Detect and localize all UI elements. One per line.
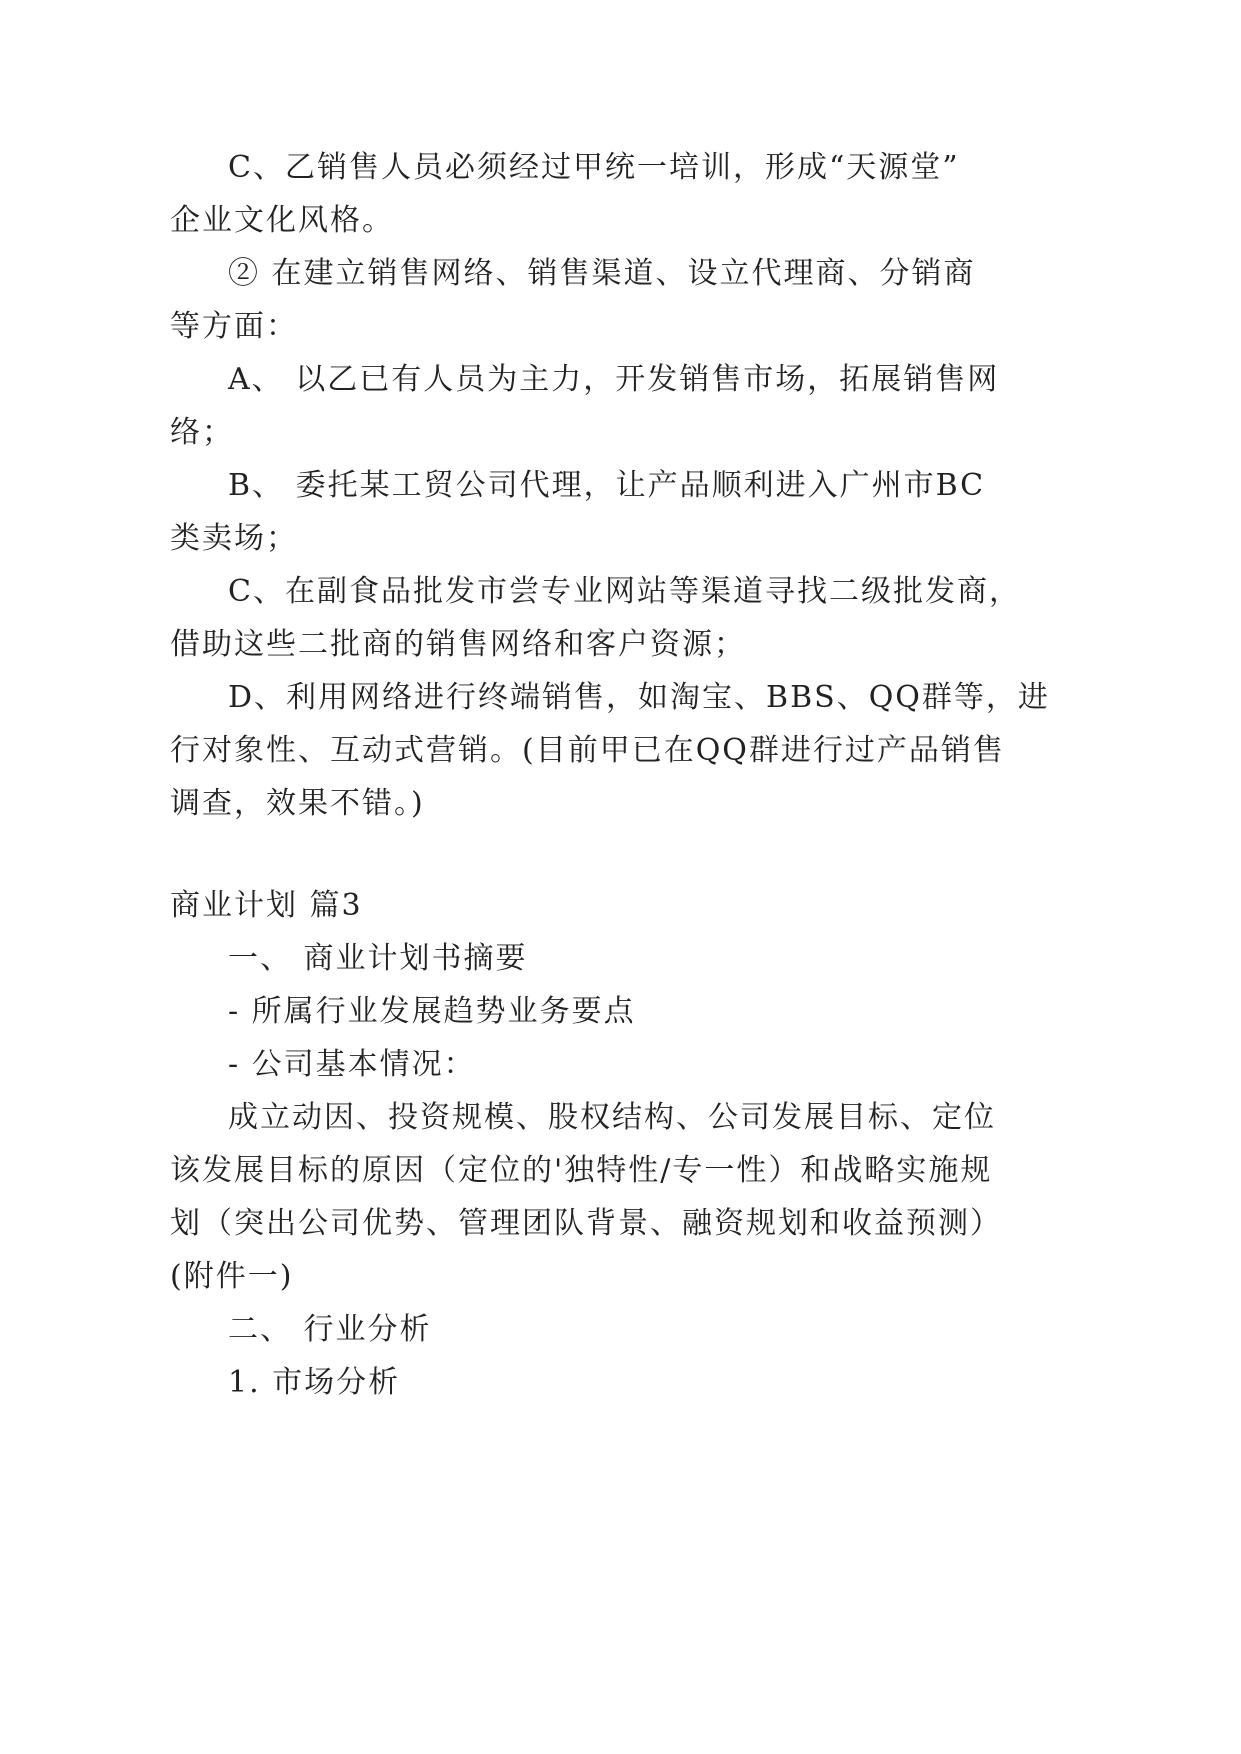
heading-line: 1. 市场分析 [228,1365,401,1400]
paragraph-line: 调查，效果不错。) [170,786,425,821]
paragraph-line: 类卖场； [170,521,298,556]
paragraph-line: 络； [170,415,234,450]
paragraph-line: 行对象性、互动式营销。(目前甲已在QQ群进行过产品销售 [170,733,1005,768]
paragraph-line: B、 委托某工贸公司代理，让产品顺利进入广州市BC [228,468,986,503]
paragraph-line: 该发展目标的原因（定位的'独特性/专一性）和战略实施规 [170,1153,993,1188]
section-title: 商业计划 篇3 [170,888,363,923]
paragraph-line: 等方面： [170,309,298,344]
paragraph-line: C、在副食品批发市尝专业网站等渠道寻找二级批发商， [228,574,1021,609]
paragraph-line: C、乙销售人员必须经过甲统一培训，形成“天源堂” [228,150,960,185]
heading-line: 二、 行业分析 [228,1312,432,1347]
paragraph-line: 企业文化风格。 [170,203,394,238]
paragraph-line: 借助这些二批商的销售网络和客户资源； [170,627,746,662]
paragraph-line: 划（突出公司优势、管理团队背景、融资规划和收益预测） [170,1206,1002,1241]
paragraph-line: A、 以乙已有人员为主力，开发销售市场，拓展销售网 [228,362,1000,397]
paragraph-line: ② 在建立销售网络、销售渠道、设立代理商、分销商 [228,256,976,291]
paragraph-line: (附件一) [170,1259,294,1294]
list-item: - 公司基本情况： [228,1047,476,1082]
paragraph-line: D、利用网络进行终端销售，如淘宝、BBS、QQ群等，进 [228,680,1050,715]
paragraph-line: 成立动因、投资规模、股权结构、公司发展目标、定位 [228,1100,996,1135]
list-item: - 所属行业发展趋势业务要点 [228,994,636,1029]
heading-line: 一、 商业计划书摘要 [228,941,528,976]
